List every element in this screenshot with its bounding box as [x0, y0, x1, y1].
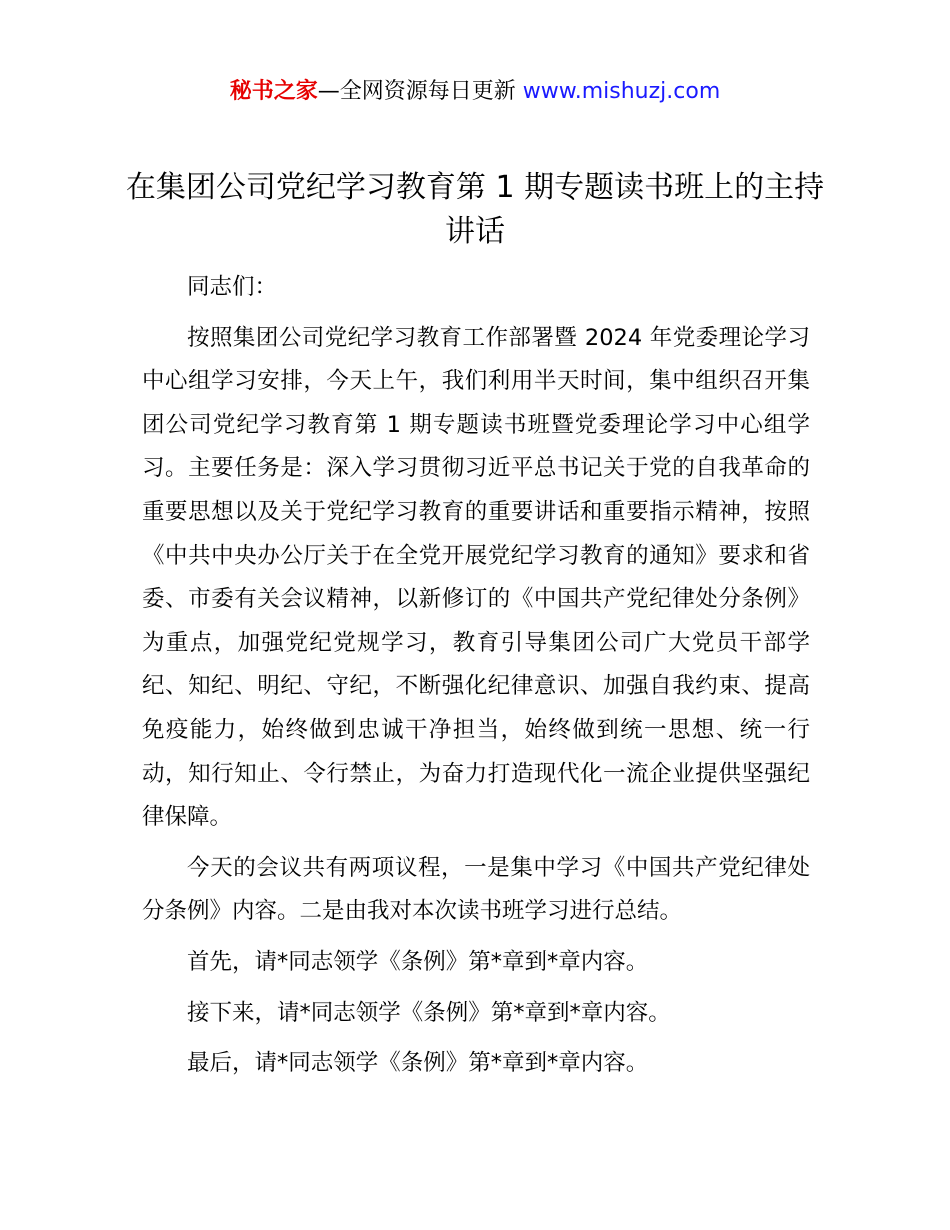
header-tagline: —全网资源每日更新 [317, 79, 523, 104]
body-paragraph: 今天的会议共有两项议程，一是集中学习《中国共产党纪律处分条例》内容。二是由我对本次读书班学习进行总结。 [142, 854, 810, 925]
body-paragraph: 接下来，请*同志领学《条例》第*章到*章内容。 [187, 999, 671, 1026]
site-url-link[interactable]: www.mishuzj.com [522, 79, 721, 104]
salutation: 同志们： [187, 274, 278, 300]
body-paragraph: 按照集团公司党纪学习教育工作部署暨 2024 年党委理论学习中心组学习安排，今天上午，我们利用半天时间，集中组织召开集团公司党纪学习教育第 1 期专题读书班暨党委理论学习中心组学习。主要任务是：深入学习贯彻习近平总书记关于党的自我革命的重要思想以及关于党纪学习教育的重要讲话和重要指示精神，按照《中共中央办公厅关于在全党开展党纪学习教育的通知》要求和省委、市委有关会议精神，以新修订的《中国共产党纪律处分条例》为重点，加强党纪党规学习，教育引导集团公司广大党员干部学纪、知纪、明纪、守纪，不断强化纪律意识、加强自我约束、提高免疫能力，始终做到忠诚干净担当，始终做到统一思想、统一行动，知行知止、令行禁止，为奋力打造现代化一流企业提供坚强纪律保障。 [142, 324, 810, 831]
document-title: 在集团公司党纪学习教育第 1 期专题读书班上的主持讲话 [125, 170, 825, 249]
body-paragraph: 首先，请*同志领学《条例》第*章到*章内容。 [187, 948, 649, 975]
body-paragraph: 最后，请*同志领学《条例》第*章到*章内容。 [187, 1050, 649, 1077]
brand-name: 秘书之家 [229, 79, 318, 104]
document-body [142, 266, 810, 1086]
site-header [0, 76, 950, 108]
